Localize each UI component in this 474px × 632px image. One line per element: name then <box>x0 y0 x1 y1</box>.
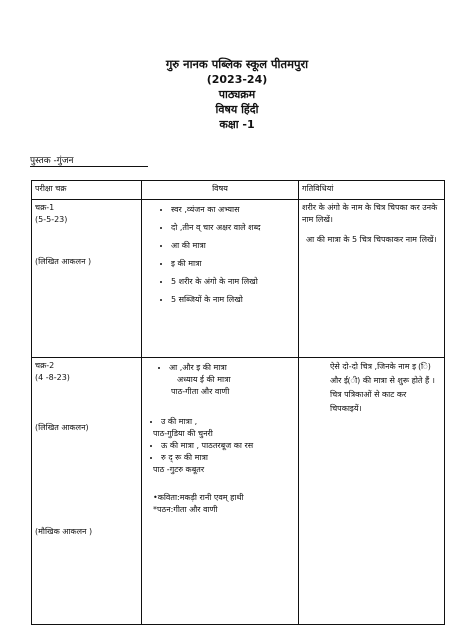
book-underline <box>30 166 148 167</box>
topic-continuation: अध्याय ई की मात्रा <box>177 375 231 384</box>
activity-text: आ की मात्रा के 5 चित्र चिपकाकर नाम लिखें। <box>306 235 437 244</box>
list-item: • दो ,तीन व् चार अक्षर वाले शब्द <box>171 222 295 234</box>
cycle2-topics-cell <box>142 358 299 625</box>
cycle1-name: चक्र-1 <box>35 203 55 212</box>
cycle2-date: (4 -8-23) <box>35 373 70 382</box>
list-item: • स्वर ,व्यंजन का अभ्यास <box>171 204 295 216</box>
list-item: • आ की मात्रा <box>171 240 295 252</box>
cycle1-date: (5-5-23) <box>35 215 68 224</box>
cycle2-written-assessment: (लिखित आकलन) <box>35 423 89 432</box>
document-header <box>0 57 474 132</box>
list-item: • ऊ की मात्रा , पाठतरबूज का रस <box>161 440 295 452</box>
lesson-text: पाठ-गीता और वाणी <box>171 387 230 396</box>
cycle1-topics-cell <box>142 200 299 358</box>
list-item: • उ की मात्रा , <box>161 416 295 428</box>
subject-title: विषय हिंदी <box>215 103 259 116</box>
cycle2-activities-cell <box>299 358 445 625</box>
list-item: • आ ,और इ की मात्रा <box>169 362 295 374</box>
class-title: कक्षा -1 <box>219 118 255 131</box>
lesson-text: पाठ-गुडिया की चुनरी <box>153 429 213 438</box>
header-activities: गतिविधियां <box>299 181 445 200</box>
book-name: पुस्तक -गुंजन <box>30 156 74 166</box>
school-name: गुरु नानक पब्लिक स्कूल पीतमपुरा <box>165 57 309 71</box>
cycle2-name: चक्र-2 <box>35 361 55 370</box>
syllabus-title: पाठ्यक्रम <box>218 88 256 101</box>
activity-text: ऐसे दो-दो चित्र ,जिनके नाम इ (ि) और ई(ी) की मात्रा से शुरू होते हैं ।चित्र पत्रिकाओं से काट कर चिपकाइयें। <box>330 362 435 413</box>
activity-text: शरीर के अंगो के नाम के चित्र चिपका कर उनके नाम लिखें। <box>302 203 438 224</box>
list-item: • रु द् रू की मात्रा <box>161 452 295 464</box>
session-year: (2023-24) <box>206 73 268 86</box>
syllabus-table <box>31 180 445 625</box>
reading-text: *पठन:गीता और वाणी <box>153 505 218 514</box>
table-row <box>32 358 445 625</box>
table-header-row <box>32 181 445 200</box>
table-row <box>32 200 445 358</box>
cycle2-cell <box>32 358 142 625</box>
cycle2-oral-assessment: (मौखिक आकलन ) <box>35 527 93 536</box>
cycle1-activities-cell <box>299 200 445 358</box>
list-item: • 5 सब्जियों के नाम लिखो <box>171 294 295 306</box>
header-subject: विषय <box>142 181 299 200</box>
list-item: • इ की मात्रा <box>171 258 295 270</box>
poem-text: •कविता:मकड़ी रानी एवम् हाथी <box>153 493 244 502</box>
list-item: • 5 शरीर के अंगो के नाम लिखो <box>171 276 295 288</box>
header-exam-cycle: परीक्षा चक्र <box>32 181 142 200</box>
cycle1-cell <box>32 200 142 358</box>
cycle1-assessment: (लिखित आकलन ) <box>35 257 92 266</box>
lesson-text: पाठ -गुटरु कबूतर <box>153 465 205 474</box>
